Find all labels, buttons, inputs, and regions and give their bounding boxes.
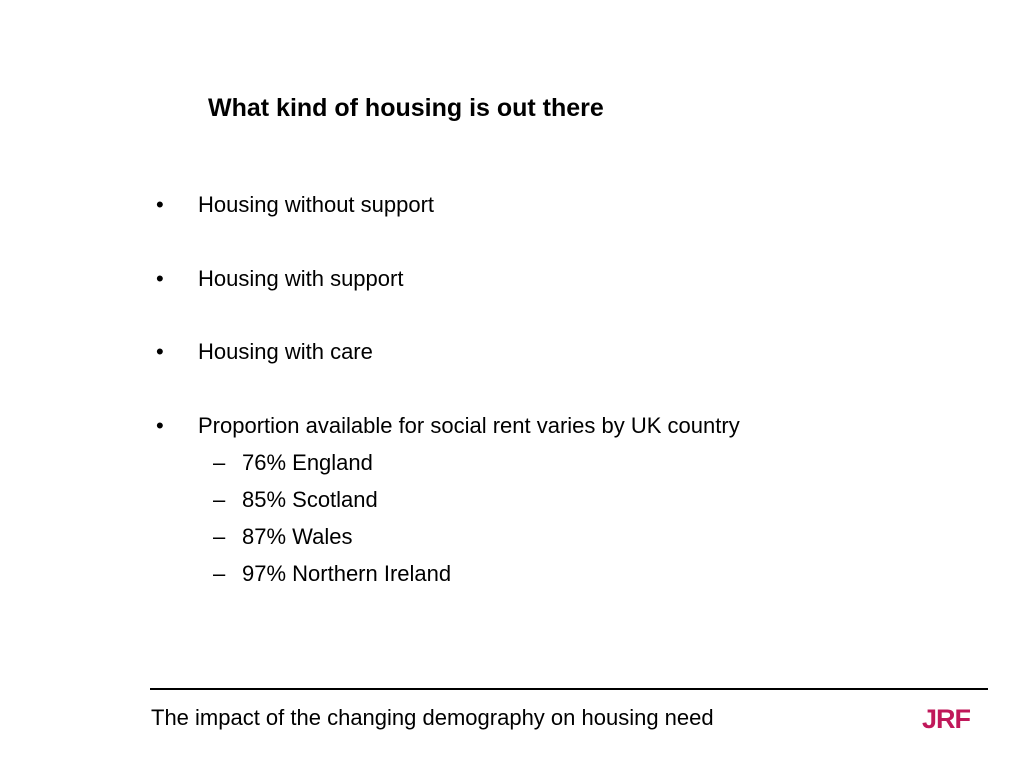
bullet-item-housing-with-support bbox=[156, 260, 740, 297]
sub-item-wales bbox=[198, 518, 740, 555]
sub-item-text: 76% England bbox=[242, 449, 373, 475]
bullet-item-housing-with-care bbox=[156, 333, 740, 370]
sub-list-countries bbox=[198, 444, 740, 592]
sub-item-scotland bbox=[198, 481, 740, 518]
sub-item-northern-ireland bbox=[198, 555, 740, 592]
slide-title: What kind of housing is out there bbox=[208, 94, 604, 122]
footer-text: The impact of the changing demography on housing need bbox=[151, 705, 714, 730]
dash-marker: – bbox=[213, 560, 226, 586]
bullet-text: Housing without support bbox=[198, 192, 435, 217]
bullet-marker: • bbox=[156, 265, 164, 291]
bullet-marker: • bbox=[156, 339, 164, 364]
sub-item-england bbox=[198, 444, 740, 481]
dash-marker: – bbox=[213, 523, 226, 549]
bullet-item-housing-without-support bbox=[156, 186, 740, 223]
dash-marker: – bbox=[213, 486, 226, 512]
footer-divider bbox=[150, 688, 988, 690]
sub-item-text: 85% Scotland bbox=[242, 486, 378, 512]
bullet-text: Housing with care bbox=[198, 339, 373, 364]
sub-item-text: 97% Northern Ireland bbox=[242, 560, 452, 586]
bullet-text: Housing with support bbox=[198, 265, 404, 291]
bullet-marker: • bbox=[156, 192, 164, 217]
bullet-text: Proportion available for social rent varies by UK country bbox=[198, 412, 740, 438]
sub-item-text: 87% Wales bbox=[242, 523, 353, 549]
bullet-item-social-rent-proportion bbox=[156, 407, 740, 592]
bullet-marker: • bbox=[156, 412, 164, 438]
dash-marker: – bbox=[213, 449, 226, 475]
jrf-logo: JRF bbox=[922, 704, 971, 734]
bullet-list bbox=[156, 186, 740, 592]
